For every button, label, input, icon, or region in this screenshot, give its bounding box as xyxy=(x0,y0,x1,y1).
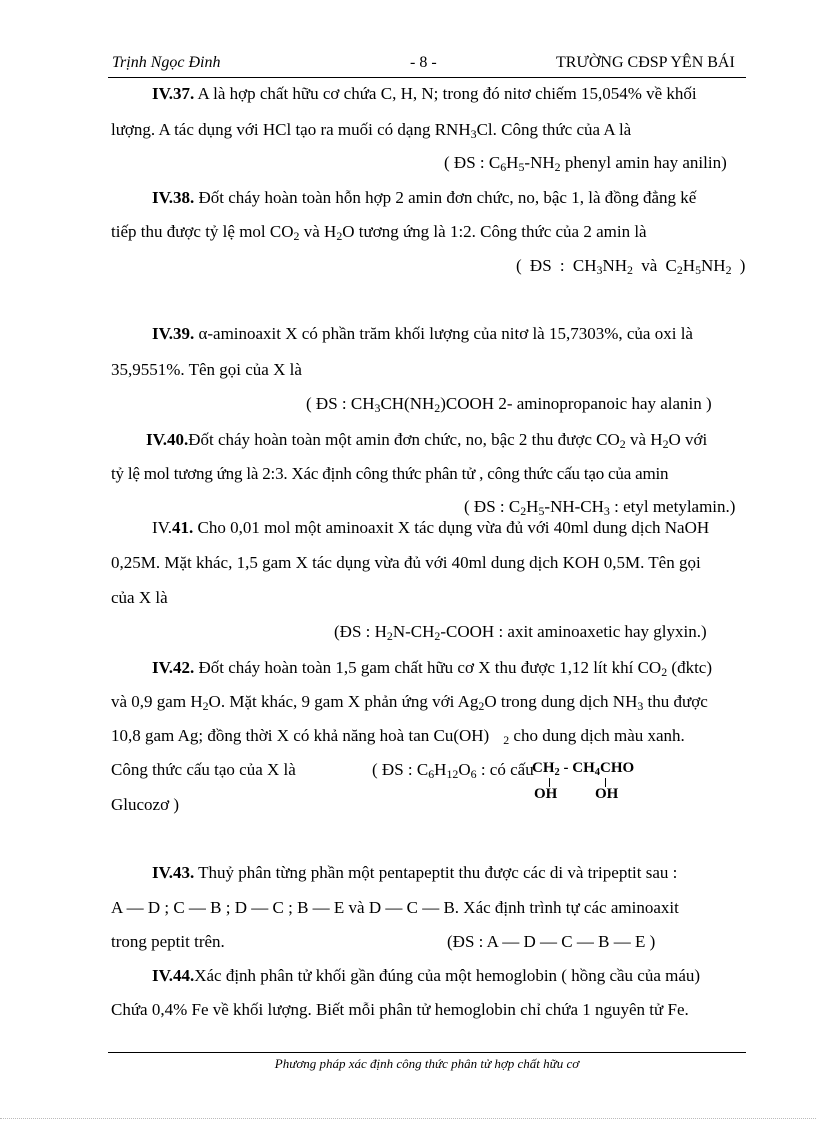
problem-iv42-line5: Glucozơ ) xyxy=(111,795,179,814)
problem-iv41-answer: (ĐS : $H_2N-CH_2$-COOH : axit aminoaxetic hay glyxin.) xyxy=(334,622,707,644)
problem-iv42-line3: 10,8 gam Ag; đồng thời X có khả năng hoà tan Cu(OH) $_2$ cho dung dịch màu xanh. xyxy=(111,726,685,748)
problem-iv39-line2: 35,9551%. Tên gọi của X là xyxy=(111,360,302,379)
problem-number: IV.37. xyxy=(152,84,195,103)
problem-iv37-line2: lượng. A tác dụng với HCl tạo ra muối có dạng $RNH_3Cl$. Công thức của A là xyxy=(111,120,632,142)
problem-iv40-line1: IV.40.Đốt cháy hoàn toàn một amin đơn chức, no, bậc 2 thu được $CO_2$ và $H_2O$ với xyxy=(146,430,708,452)
problem-number: IV.44. xyxy=(152,966,195,985)
problem-iv39-answer: ( ĐS : $CH_3CH(NH_2)COOH$ 2- aminopropanoic hay alanin ) xyxy=(306,394,712,416)
problem-iv41-line3: của X là xyxy=(111,588,168,607)
glucose-structure: $CH_2 - CH_4CHO$ xyxy=(532,760,635,778)
problem-iv38-line1: IV.38. Đốt cháy hoàn toàn hỗn hợp 2 amin đơn chức, no, bậc 1, là đồng đẳng kế xyxy=(152,188,697,207)
problem-iv38-answer: ( ĐS : $CH_3NH_2$ và $C_2H_5NH_2$ ) xyxy=(516,256,746,278)
problem-iv39-line1: IV.39. α-aminoaxit X có phần trăm khối lượng của nitơ là 15,7303%, của oxi là xyxy=(152,324,693,343)
structure-oh-2: OH xyxy=(595,786,619,802)
problem-number: IV.38. xyxy=(152,188,195,207)
problem-iv43-line3: trong peptit trên. xyxy=(111,932,225,951)
problem-iv37-line1: IV.37. A là hợp chất hữu cơ chứa C, H, N; trong đó nitơ chiếm 15,054% về khối xyxy=(152,84,697,103)
problem-number: IV.40. xyxy=(146,430,189,449)
problem-iv41-line2: 0,25M. Mặt khác, 1,5 gam X tác dụng vừa đủ với 40ml dung dịch KOH 0,5M. Tên gọi xyxy=(111,553,701,572)
problem-iv42-line2: và 0,9 gam $H_2O$. Mặt khác, 9 gam X phản ứng với $Ag_2O$ trong dung dịch $NH_3$ thu được xyxy=(111,692,708,714)
problem-iv40-answer: ( ĐS : $C_2H_5-NH-CH_3$ : etyl metylamin.) xyxy=(464,497,736,519)
problem-iv37-answer: ( ĐS : $C_6H_5-NH_2$ phenyl amin hay anilin) xyxy=(444,153,727,175)
problem-iv42-line4-answer: ( ĐS : $C_6H_{12}O_6$ : có cấu xyxy=(372,760,534,782)
structure-oh-1: OH xyxy=(534,786,558,802)
problem-iv42-line4: Công thức cấu tạo của X là xyxy=(111,760,296,779)
footer-rule xyxy=(108,1052,746,1053)
problem-iv44-line1: IV.44.Xác định phân tử khối gần đúng của một hemoglobin ( hồng cầu của máu) xyxy=(152,966,701,985)
problem-iv43-line2: A — D ; C — B ; D — C ; B — E và D — C — B. Xác định trình tự các aminoaxit xyxy=(111,898,679,917)
problem-iv41-line1: IV.41. Cho 0,01 mol một aminoaxit X tác dụng vừa đủ với 40ml dung dịch NaOH xyxy=(152,518,710,537)
problem-iv44-line2: Chứa 0,4% Fe về khối lượng. Biết mỗi phân tử hemoglobin chỉ chứa 1 nguyên tử Fe. xyxy=(111,1000,689,1019)
problem-number: IV.42. xyxy=(152,658,195,677)
problem-iv42-line1: IV.42. Đốt cháy hoàn toàn 1,5 gam chất hữu cơ X thu được 1,12 lít khí $CO_2$ (đktc) xyxy=(152,658,712,680)
problem-number: IV.43. xyxy=(152,863,195,882)
problem-iv43-line1: IV.43. Thuỷ phân từng phần một pentapeptit thu được các di và tripeptit sau : xyxy=(152,863,678,882)
header-author: Trịnh Ngọc Đinh xyxy=(112,54,221,71)
problem-iv38-line2: tiếp thu được tỷ lệ mol $CO_2$ và $H_2O$ tương ứng là 1:2. Công thức của 2 amin là xyxy=(111,222,647,244)
header-rule xyxy=(108,77,746,78)
header-page-number: - 8 - xyxy=(410,54,437,71)
problem-iv40-line2: tỷ lệ mol tương ứng là 2:3. Xác định công thức phân tử , công thức cấu tạo của amin xyxy=(111,464,669,483)
problem-number: IV.39. xyxy=(152,324,195,343)
footer-title: Phương pháp xác định công thức phân tử hợp chất hữu cơ xyxy=(274,1056,580,1071)
header-school: TRƯỜNG CĐSP YÊN BÁI xyxy=(556,54,735,71)
problem-iv43-answer: (ĐS : A — D — C — B — E ) xyxy=(447,932,656,951)
problem-number: 41. xyxy=(172,518,194,537)
page-bottom-border xyxy=(0,1118,816,1119)
